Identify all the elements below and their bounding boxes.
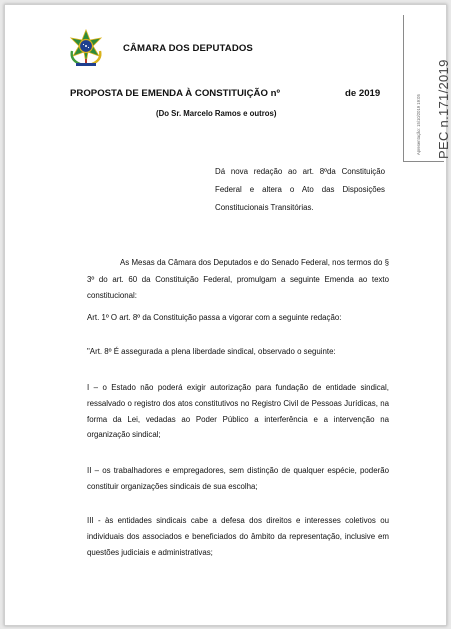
article-8-caput <box>87 344 389 360</box>
document-year: de 2019 <box>345 88 381 99</box>
house-name: CÂMARA DOS DEPUTADOS <box>123 43 253 54</box>
document-author: (Do Sr. Marcelo Ramos e outros) <box>156 109 277 118</box>
item-ii-paragraph <box>87 463 389 495</box>
ementa-line: Dá nova redação ao art. 8ºda Constituição <box>215 167 385 176</box>
preamble-paragraph <box>87 255 389 305</box>
item-i-paragraph <box>87 380 389 443</box>
paragraph-text: III - às entidades sindicais cabe a defesa dos direitos e interesses coletivos ou individuais dos associados e beneficiados do âmbito da representação, inclusive em questões judiciais e administrativas; <box>87 516 389 557</box>
paragraph-text: As Mesas da Câmara dos Deputados e do Senado Federal, nos termos do § 3º do art. 60 da Constituição Federal, promulgam a seguinte Emenda ao texto constitucional: <box>87 258 389 301</box>
paragraph-text: "Art. 8º É assegurada a plena liberdade sindical, observado o seguinte: <box>87 347 336 356</box>
ementa-line: Federal e altera o Ato das Disposições <box>215 185 385 195</box>
presentation-date: Apresentação: 15/10/2019 19:05 <box>416 94 421 155</box>
ementa-line: Constitucionais Transitórias. <box>215 203 314 213</box>
ementa <box>215 163 385 218</box>
pec-number: PEC n.171/2019 <box>436 59 451 159</box>
paragraph-text: II – os trabalhadores e empregadores, sem distinção de qualquer espécie, poderão constituir organizações sindicais de sua escolha; <box>87 466 389 491</box>
document-title: PROPOSTA DE EMENDA À CONSTITUIÇÃO nº <box>70 88 280 99</box>
article-1-paragraph <box>87 310 389 326</box>
item-iii-paragraph <box>87 513 389 561</box>
brazil-coat-of-arms-icon <box>66 29 106 67</box>
document-page <box>4 4 451 626</box>
paragraph-text: I – o Estado não poderá exigir autorização para fundação de entidade sindical, ressalvado o registro dos atos constitutivos no Registro Civil de Pessoas Jurídicas, na forma da Lei, vedadas ao Poder Público a interferência e a intervenção na organização sindical; <box>87 383 389 440</box>
paragraph-text: Art. 1º O art. 8º da Constituição passa a vigorar com a seguinte redação: <box>87 313 342 322</box>
protocol-stamp <box>403 15 451 162</box>
